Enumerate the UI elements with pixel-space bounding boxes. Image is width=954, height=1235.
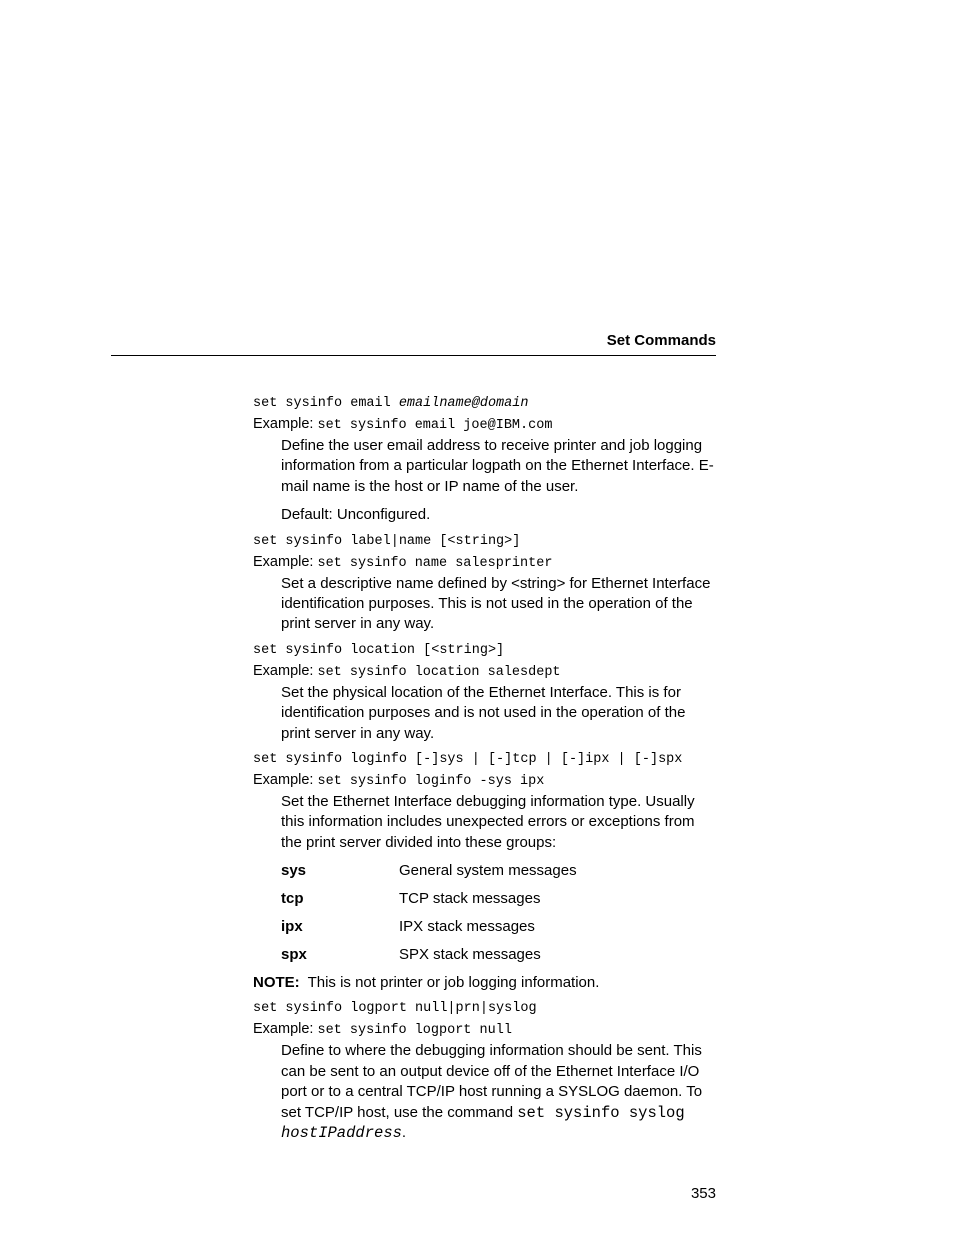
page-content [253, 394, 718, 1143]
group-row [281, 889, 718, 917]
group-row [281, 917, 718, 945]
command-argument: emailname@domain [398, 396, 529, 411]
group-term: spx [281, 946, 307, 964]
group-desc: TCP stack messages [399, 890, 541, 908]
example-label: Example: [253, 662, 314, 679]
description: Set the physical location of the Ethernet Interface. This is for identification purposes and is not used in the operation of the print server in any way. [281, 683, 686, 742]
inline-command-argument: hostIPaddress [281, 1123, 402, 1142]
description: Set the Ethernet Interface debugging information type. Usually this information includes unexpected errors or exceptions from the print server divided into these groups: [281, 793, 695, 851]
page-number: 353 [690, 1185, 716, 1202]
note [253, 973, 718, 999]
command-syntax [253, 394, 718, 414]
example-label: Example: [253, 553, 314, 570]
group-desc: General system messages [399, 862, 577, 880]
example-line [253, 414, 718, 434]
end-punctuation: . [401, 1123, 407, 1141]
note-text: This is not printer or job logging information. [307, 974, 600, 992]
command-syntax: set sysinfo logport null|prn|syslog [253, 1001, 537, 1017]
command-syntax: set sysinfo location [<string>] [253, 642, 505, 658]
example-label: Example: [253, 772, 314, 789]
example-line [253, 661, 718, 681]
example-command: set sysinfo location salesdept [317, 664, 561, 680]
description-text: Define to where the debugging information should be sent. This can be sent to an output device off of the Ethernet Interface I/O port or to a central TCP/IP host running a SYSLOG daemon. To set TCP/IP host, use the command [281, 1042, 703, 1121]
note-label: NOTE: [253, 974, 300, 992]
example-line [253, 552, 718, 572]
group-term: tcp [281, 890, 304, 908]
description: Define the user email address to receive printer and job logging information from a particular logpath on the Ethernet Interface. E-mail name is the host or IP name of the user. [281, 437, 714, 495]
example-line [253, 770, 718, 790]
example-label: Example: [253, 1021, 314, 1038]
section-title: Set Commands [606, 332, 716, 349]
group-term: ipx [281, 918, 303, 936]
page-header [111, 331, 716, 356]
example-command: set sysinfo email joe@IBM.com [317, 418, 553, 433]
command-syntax: set sysinfo loginfo [-]sys | [-]tcp | [-]ipx | [-]spx [253, 752, 683, 768]
group-term: sys [281, 862, 307, 880]
group-row [281, 945, 718, 973]
group-row [281, 861, 718, 889]
default-value: Default: Unconfigured. [281, 506, 431, 524]
example-line [253, 1019, 718, 1039]
example-command: set sysinfo logport null [317, 1023, 512, 1039]
example-label: Example: [253, 416, 314, 432]
group-desc: SPX stack messages [399, 946, 541, 964]
example-command: set sysinfo loginfo -sys ipx [317, 774, 545, 790]
command-syntax: set sysinfo label|name [<string>] [253, 533, 521, 549]
example-command: set sysinfo name salesprinter [317, 555, 553, 571]
group-list [281, 861, 718, 973]
command-text: set sysinfo email [253, 396, 399, 411]
inline-command-text: set sysinfo syslog [517, 1103, 685, 1122]
group-desc: IPX stack messages [399, 918, 535, 936]
description [281, 1041, 718, 1143]
description: Set a descriptive name defined by <string> for Ethernet Interface identification purposes. This is not used in the operation of the print server in any way. [281, 574, 711, 633]
